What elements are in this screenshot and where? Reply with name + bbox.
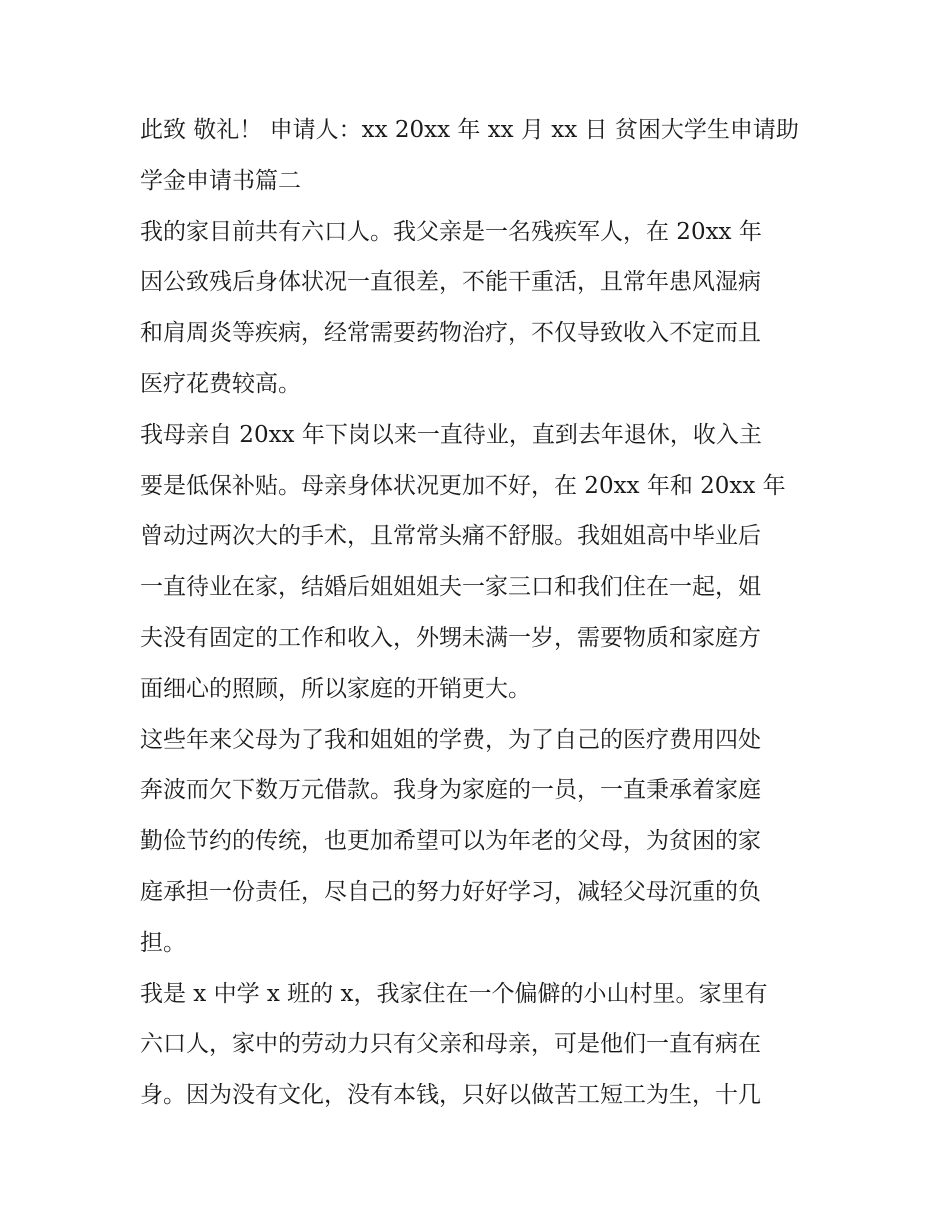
text-line: 夫没有固定的工作和收入，外甥未满一岁，需要物质和家庭方 (140, 624, 761, 651)
text-line: 勤俭节约的传统，也更加希望可以为年老的父母，为贫困的家 (140, 828, 761, 855)
text-line: 六口人，家中的劳动力只有父亲和母亲，可是他们一直有病在 (140, 1031, 761, 1058)
text-line: 面细心的照顾，所以家庭的开销更大。 (140, 675, 531, 702)
text-line: 我是 x 中学 x 班的 x，我家住在一个偏僻的小山村里。家里有 (140, 980, 768, 1007)
text-line: 学金申请书篇二 (140, 167, 301, 194)
text-line: 这些年来父母为了我和姐姐的学费，为了自己的医疗费用四处 (140, 726, 761, 753)
document-body (140, 105, 820, 1121)
text-line: 和肩周炎等疾病，经常需要药物治疗，不仅导致收入不定而且 (140, 320, 761, 347)
text-line: 我的家目前共有六口人。我父亲是一名残疾军人，在 20xx 年 (140, 218, 762, 245)
text-line: 身。因为没有文化，没有本钱，只好以做苦工短工为生，十几 (140, 1082, 761, 1109)
text-line: 奔波而欠下数万元借款。我身为家庭的一员，一直秉承着家庭 (140, 777, 761, 804)
text-line: 医疗花费较高。 (140, 370, 301, 397)
text-line: 要是低保补贴。母亲身体状况更加不好，在 20xx 年和 20xx 年 (140, 472, 786, 499)
text-line: 担。 (140, 929, 186, 956)
text-line: 一直待业在家，结婚后姐姐姐夫一家三口和我们住在一起，姐 (140, 574, 761, 601)
text-line: 此致 敬礼！ 申请人：xx 20xx 年 xx 月 xx 日 贫困大学生申请助 (140, 117, 799, 143)
text-line: 庭承担一份责任，尽自己的努力好好学习，减轻父母沉重的负 (140, 878, 761, 905)
text-line: 曾动过两次大的手术，且常常头痛不舒服。我姐姐高中毕业后 (140, 523, 761, 550)
text-line: 因公致残后身体状况一直很差，不能干重活，且常年患风湿病 (140, 269, 761, 296)
text-line: 我母亲自 20xx 年下岗以来一直待业，直到去年退休，收入主 (140, 421, 762, 448)
